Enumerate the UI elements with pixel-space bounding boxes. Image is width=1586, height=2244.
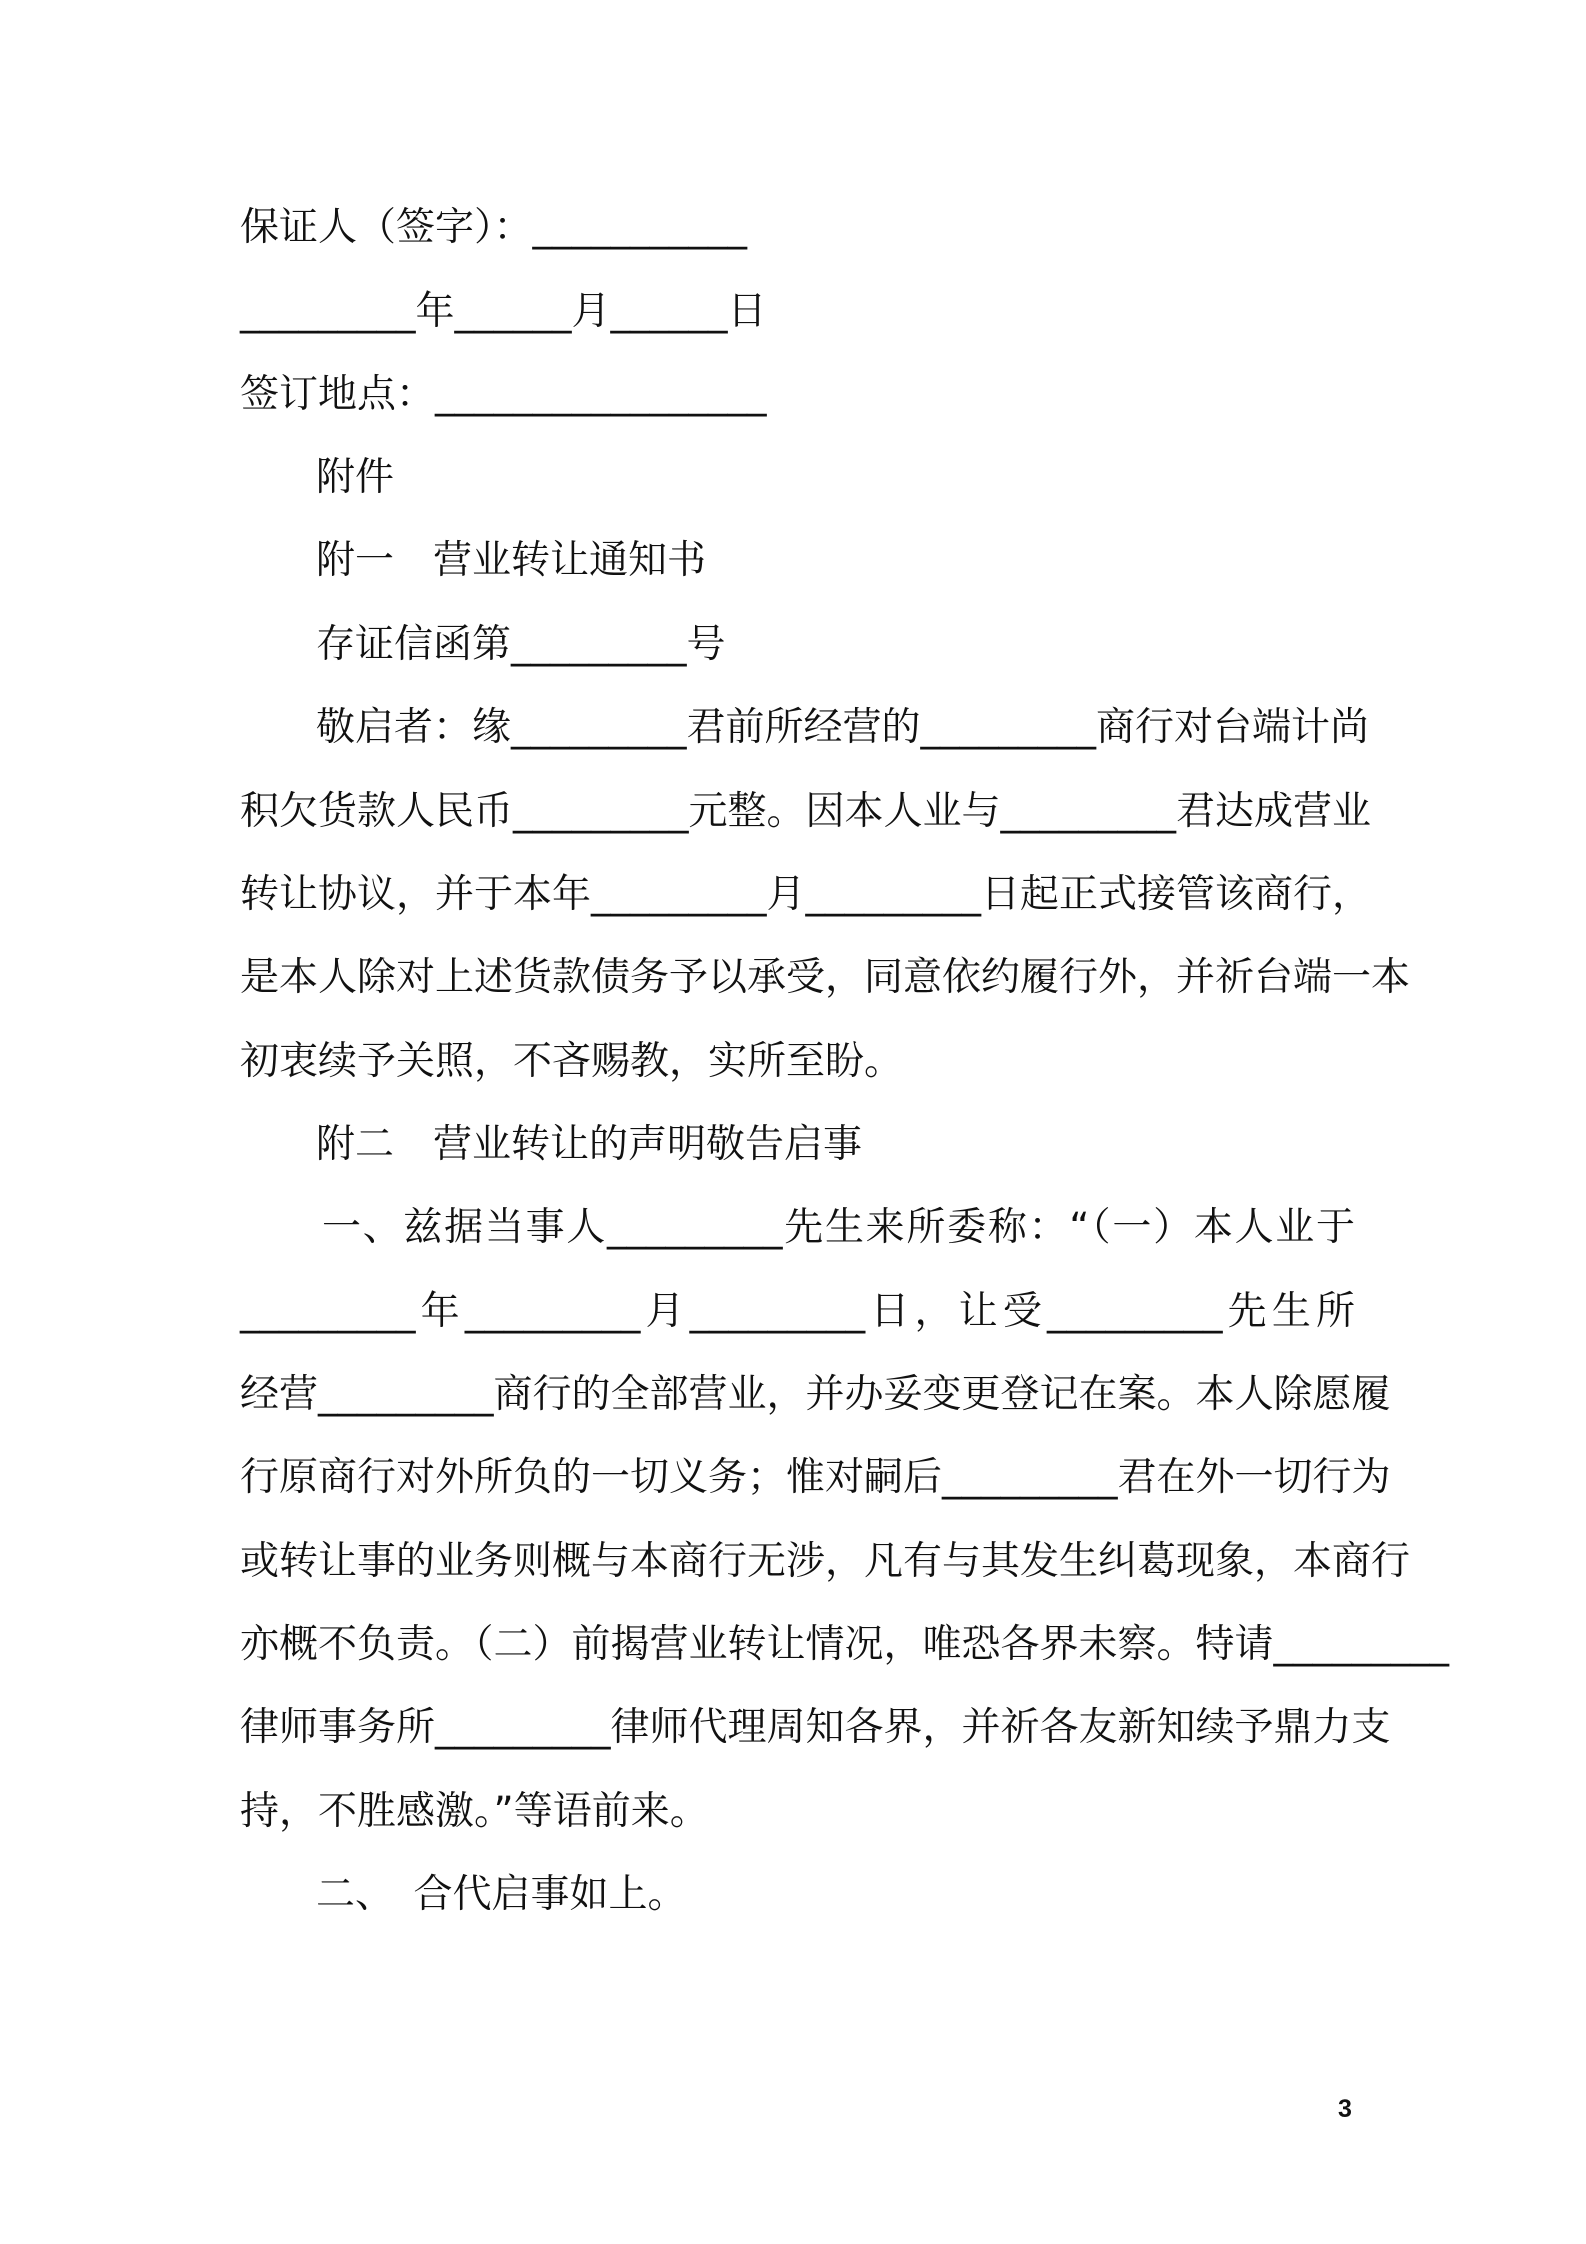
notice-paragraph-line: 转让协议，并于本年_________月_________日起正式接管该商行， bbox=[240, 872, 1372, 917]
notice-paragraph-line: 积欠货款人民币_________元整。因本人业与_________君达成营业 bbox=[240, 789, 1372, 834]
notice-paragraph-line: 是本人除对上述货款债务予以承受，同意依约履行外，并祈台端一本 bbox=[240, 955, 1411, 1000]
statement-paragraph-line: 一、兹据当事人_________先生来所委称：“（一）本人业于 bbox=[322, 1205, 1355, 1250]
statement-paragraph-line: 持，不胜感激。”等语前来。 bbox=[240, 1789, 709, 1834]
attachment-2-title: 附二 营业转让的声明敬告启事 bbox=[316, 1122, 863, 1167]
statement-paragraph-line: _________年_________月_________日，让受_________先生所 bbox=[240, 1289, 1355, 1334]
statement-paragraph-line: 或转让事的业务则概与本商行无涉，凡有与其发生纠葛现象，本商行 bbox=[240, 1539, 1411, 1584]
notice-paragraph-line: 敬启者：缘_________君前所经营的_________商行对台端计尚 bbox=[316, 705, 1370, 750]
notice-paragraph-line: 初衷续予关照，不吝赐教，实所至盼。 bbox=[240, 1039, 904, 1084]
statement-paragraph-line: 亦概不负责。（二）前揭营业转让情况，唯恐各界未察。特请_________ bbox=[240, 1622, 1450, 1667]
statement-paragraph-line: 律师事务所_________律师代理周知各界，并祈各友新知续予鼎力支 bbox=[240, 1705, 1391, 1750]
statement-paragraph-line: 经营_________商行的全部营业，并办妥变更登记在案。本人除愿履 bbox=[240, 1372, 1391, 1417]
guarantor-signature-line: 保证人（签字）：___________ bbox=[240, 205, 748, 250]
page-number: 3 bbox=[1338, 2095, 1352, 2123]
date-line: _________年______月______日 bbox=[240, 289, 767, 334]
closing-line: 二、 合代启事如上。 bbox=[316, 1872, 687, 1917]
certified-letter-number-line: 存证信函第_________号 bbox=[316, 622, 726, 667]
signing-place-line: 签订地点：_________________ bbox=[240, 372, 767, 417]
attachment-1-title: 附一 营业转让通知书 bbox=[316, 538, 707, 583]
attachment-heading: 附件 bbox=[316, 455, 395, 500]
statement-paragraph-line: 行原商行对外所负的一切义务；惟对嗣后_________君在外一切行为 bbox=[240, 1455, 1391, 1500]
